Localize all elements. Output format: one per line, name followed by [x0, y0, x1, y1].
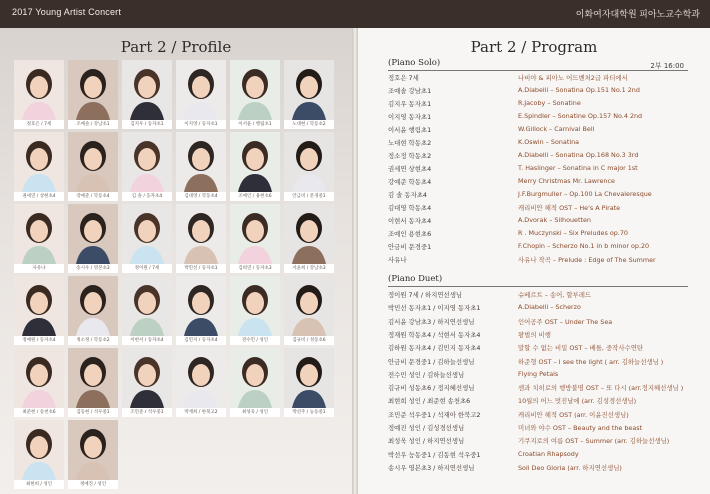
photo-caption: 박선주 / 능동중1 — [284, 408, 334, 417]
piece-title: 나비야 & 피아노 어드벤처2급 파티에서 — [518, 74, 628, 82]
piece-title: E.Spindler – Sonatine Op.157 No.4 2nd — [518, 112, 643, 120]
photo-caption: 김희연 / 동자초3 — [230, 264, 280, 273]
program-row — [388, 463, 688, 476]
program-page — [358, 28, 710, 494]
program-row — [388, 86, 688, 99]
concert-time: 2부 16:00 — [650, 62, 684, 70]
piece-title: 인어공주 OST – Under The Sea — [518, 317, 613, 326]
performer-name: 김하원 동자초4 / 김민지 동자초4 — [388, 344, 481, 353]
portrait-image — [284, 276, 334, 336]
program-row — [388, 343, 688, 356]
performer-name: 김서윤 강남초3 / 하지연선생님 — [388, 317, 475, 326]
profile-photo — [176, 204, 226, 271]
program-row — [388, 423, 688, 436]
photo-caption: 권세연 / 상현초4 — [14, 192, 64, 201]
photo-caption: 김 솔 / 동자초4 — [122, 192, 172, 201]
program-row — [388, 436, 688, 449]
profile-photo — [122, 60, 172, 127]
profile-photo — [122, 348, 172, 415]
photo-caption: 강예준 / 학동초4 — [68, 192, 118, 201]
portrait-image — [284, 204, 334, 264]
profile-photo — [230, 60, 280, 127]
performer-name: 이현서 동자초4 — [388, 217, 432, 225]
portrait-image — [284, 132, 334, 192]
program-row — [388, 112, 688, 125]
portrait-image — [14, 60, 64, 120]
photo-caption: 최준현 / 송천초6 — [14, 408, 64, 417]
portrait-image — [14, 348, 64, 408]
photo-caption: 김민지 / 동자초4 — [176, 336, 226, 345]
program-row — [388, 99, 688, 112]
photo-caption: 정예진 / 성인 — [68, 480, 118, 489]
profile-photo — [68, 204, 118, 271]
piece-title: 기쿠지로의 여름 OST – Summer (arr. 김하늘선생님) — [518, 437, 670, 446]
program-row — [388, 410, 688, 423]
performer-name: 이지영 동자초1 — [388, 113, 432, 121]
school-name: 이화여자대학원 피아노교수학과 — [575, 9, 700, 19]
portrait-image — [68, 276, 118, 336]
piece-title: 캐리비안 해적 OST (arr. 이윤진선생님) — [518, 410, 629, 419]
photo-caption: 김규비 / 성동초6 — [284, 336, 334, 345]
photo-caption: 정예원 / 동자초4 — [14, 336, 64, 345]
photo-caption: 박민선 / 동자초1 — [176, 264, 226, 273]
duet-rule — [388, 286, 688, 287]
program-row — [388, 242, 688, 255]
program-row — [388, 255, 688, 268]
portrait-image — [14, 420, 64, 480]
profile-photo — [284, 132, 334, 199]
program-row — [388, 303, 688, 316]
program-row — [388, 396, 688, 409]
program-row — [388, 290, 688, 303]
profile-photo — [68, 276, 118, 343]
profile-photo — [176, 276, 226, 343]
photo-caption: 조민준 / 석우중1 — [122, 408, 172, 417]
performer-name: 조민준 석우중1 / 석재아 한북고2 — [388, 410, 481, 419]
performer-name: 최현희 성인 / 최준현 송천초6 — [388, 397, 471, 406]
performer-name: 김규비 성동초6 / 정지혜선생님 — [388, 384, 475, 393]
performer-name: 정호은 7세 — [388, 74, 419, 82]
profile-photo — [284, 60, 334, 127]
performer-name: 정이원 7세 / 하지연선생님 — [388, 291, 463, 299]
profile-photo — [122, 132, 172, 199]
piece-title: Croatian Rhapsody — [518, 449, 579, 458]
performer-name: 강예준 학동초4 — [388, 178, 432, 186]
portrait-image — [122, 348, 172, 408]
profile-photo — [176, 348, 226, 415]
performer-name: 이서윤 행림초1 — [388, 126, 432, 134]
program-row — [388, 370, 688, 383]
photo-caption: 노대현 / 학동초2 — [284, 120, 334, 129]
portrait-image — [122, 132, 172, 192]
program-row — [388, 164, 688, 177]
header-bar — [0, 0, 710, 28]
profile-photo — [284, 204, 334, 271]
program-row — [388, 151, 688, 164]
portrait-image — [176, 204, 226, 264]
program-row — [388, 450, 688, 463]
portrait-image — [14, 132, 64, 192]
profile-photo — [230, 132, 280, 199]
profile-photo — [68, 420, 118, 487]
piece-title: A.Diabelli – Scherzo — [518, 303, 581, 312]
photo-caption: 이서윤 / 행림초1 — [230, 120, 280, 129]
portrait-image — [230, 276, 280, 336]
performer-name: 김대영 학동초4 — [388, 204, 432, 212]
portrait-image — [284, 60, 334, 120]
piece-title: Flying Petals — [518, 369, 559, 378]
performer-name: 사유나 — [388, 256, 407, 264]
piece-title: F.Chopin – Scherzo No.1 in b minor op.20 — [518, 242, 650, 250]
piece-title: J.F.Burgmuller – Op.100 La Chevaleresque — [518, 190, 652, 198]
program-row — [388, 216, 688, 229]
portrait-image — [176, 60, 226, 120]
photo-caption: 이지영 / 동자초1 — [176, 120, 226, 129]
photo-caption: 정호은 / 7세 — [14, 120, 64, 129]
profile-photo — [14, 204, 64, 271]
program-row — [388, 357, 688, 370]
performer-name: 김 솔 동자초4 — [388, 191, 427, 199]
program-row — [388, 125, 688, 138]
profile-photo — [14, 276, 64, 343]
profile-photo — [284, 348, 334, 415]
performer-name: 노대현 학동초2 — [388, 139, 432, 147]
performer-name: 조예솔 강남초1 — [388, 87, 432, 95]
piece-title: 미녀와 야수 OST – Beauty and the beast — [518, 424, 643, 432]
portrait-image — [284, 348, 334, 408]
profile-title: Part 2 / Profile — [120, 38, 232, 56]
program-row — [388, 330, 688, 343]
solo-rule — [388, 70, 688, 71]
profile-photo — [230, 204, 280, 271]
portrait-image — [122, 276, 172, 336]
profile-photo — [68, 348, 118, 415]
profile-page — [0, 28, 352, 494]
duet-heading: (Piano Duet) — [388, 274, 443, 284]
profile-photo — [122, 204, 172, 271]
portrait-image — [14, 204, 64, 264]
performer-name: 최성욱 성인 / 하지연선생님 — [388, 437, 465, 446]
program-title: Part 2 / Program — [470, 38, 598, 56]
performer-name: 박선우 능동중1 / 김동현 석우중1 — [388, 450, 481, 459]
performer-name: 송시우 영본초3 / 하지연선생님 — [388, 463, 475, 472]
profile-photo — [68, 60, 118, 127]
profile-photo — [176, 60, 226, 127]
profile-photo — [176, 132, 226, 199]
portrait-image — [14, 276, 64, 336]
photo-caption: 김지우 / 동자초1 — [122, 120, 172, 129]
profile-photo — [122, 276, 172, 343]
portrait-image — [230, 348, 280, 408]
photo-caption: 최현희 / 성인 — [14, 480, 64, 489]
program-row — [388, 73, 688, 86]
profile-photo — [14, 348, 64, 415]
piece-title: 하준형 OST – I see the light ( arr. 김하늘선생님 ) — [518, 357, 664, 366]
photo-caption: 박재희 / 한북고2 — [176, 408, 226, 417]
program-row — [388, 383, 688, 396]
piece-title: Merry Christmas Mr. Lawrence — [518, 177, 615, 185]
photo-caption: 이현서 / 동자초4 — [122, 336, 172, 345]
piece-title: A.Diabelli – Sonatina Op.168 No.3 3rd — [518, 151, 639, 159]
profile-photo — [284, 276, 334, 343]
photo-caption: 안금비 / 문경중1 — [284, 192, 334, 201]
piece-title: R.Jacoby – Sonatine — [518, 99, 581, 107]
photo-caption: 전수민 / 성인 — [230, 336, 280, 345]
photo-caption: 조예솔 / 강남초1 — [68, 120, 118, 129]
program-row — [388, 203, 688, 216]
performer-name: 조예인 용현초6 — [388, 230, 432, 238]
piece-title: K.Oswin – Sonatina — [518, 138, 580, 146]
portrait-image — [176, 132, 226, 192]
portrait-image — [176, 348, 226, 408]
profile-photo — [14, 60, 64, 127]
piece-title: A.Diabelli – Sonatina Op.151 No.1 2nd — [518, 86, 640, 94]
performer-name: 정재원 학동초4 / 석현서 동자초4 — [388, 330, 481, 339]
portrait-image — [68, 420, 118, 480]
program-row — [388, 229, 688, 242]
piece-title: 센과 치히로의 행방불명 OST – 또 다시 (arr.정지혜선생님 ) — [518, 384, 684, 393]
performer-name: 김지우 동자초1 — [388, 100, 432, 108]
portrait-image — [122, 204, 172, 264]
piece-title: 왕벌의 비행 — [518, 330, 551, 339]
photo-caption: 사유나 — [14, 264, 64, 273]
program-row — [388, 190, 688, 203]
portrait-image — [68, 60, 118, 120]
portrait-image — [68, 348, 118, 408]
portrait-image — [68, 132, 118, 192]
piece-title: R . Muczynski – Six Preludes op.70 — [518, 229, 628, 237]
piece-title: Soli Deo Gloria (arr. 하지연선생님) — [518, 463, 622, 472]
portrait-image — [230, 60, 280, 120]
profile-photo — [230, 276, 280, 343]
piece-title: 캐리비안 해적 OST – He's A Pirate — [518, 204, 621, 212]
portrait-image — [176, 276, 226, 336]
profile-photo — [14, 420, 64, 487]
photo-caption: 서윤희 / 강남초3 — [284, 264, 334, 273]
program-row — [388, 177, 688, 190]
performer-name: 박민선 동자초1 / 이지영 동자초1 — [388, 304, 481, 313]
photo-caption: 김동현 / 석우중1 — [68, 408, 118, 417]
profile-photo — [14, 132, 64, 199]
piece-title: 10월의 어느 멋진날에 (arr. 김성경선생님) — [518, 397, 637, 406]
program-row — [388, 317, 688, 330]
piece-title: 말할 수 없는 비밀 OST – 배틀, 중작사수연탄 — [518, 344, 644, 353]
profile-photo — [68, 132, 118, 199]
program-row — [388, 138, 688, 151]
photo-caption: 최성욱 / 성인 — [230, 408, 280, 417]
piece-title: W.Gillock – Carnival Bell — [518, 125, 595, 133]
piece-title: A.Dvorak – Silhouetten — [518, 216, 591, 224]
photo-caption: 정이원 / 7세 — [122, 264, 172, 273]
photo-caption: 정소정 / 학동초2 — [68, 336, 118, 345]
performer-name: 정소정 학동초2 — [388, 152, 432, 160]
piece-title: 슈베르트 – 송어, 할부레드 — [518, 291, 592, 299]
performer-name: 정예진 성인 / 김성경선생님 — [388, 424, 465, 432]
piece-title: T. Haslinger – Sonatina in C major 1st — [518, 164, 638, 172]
performer-name: 전수민 성인 / 김하늘선생님 — [388, 370, 465, 379]
performer-name: 안금비 문경중1 — [388, 243, 432, 251]
piece-title: 사유나 작곡 – Prelude : Edge of The Summer — [518, 256, 656, 264]
portrait-image — [122, 60, 172, 120]
photo-caption: 송시우 / 영본초3 — [68, 264, 118, 273]
portrait-image — [230, 132, 280, 192]
performer-name: 안금비 문경중1 / 김하늘선생님 — [388, 357, 475, 366]
portrait-image — [68, 204, 118, 264]
solo-heading: (Piano Solo) — [388, 58, 441, 68]
portrait-image — [230, 204, 280, 264]
profile-photo — [230, 348, 280, 415]
photo-caption: 조예인 / 용현초6 — [230, 192, 280, 201]
photo-caption: 김대영 / 학동초4 — [176, 192, 226, 201]
performer-name: 권세연 상현초4 — [388, 165, 432, 173]
concert-title: 2017 Young Artist Concert — [12, 7, 122, 17]
